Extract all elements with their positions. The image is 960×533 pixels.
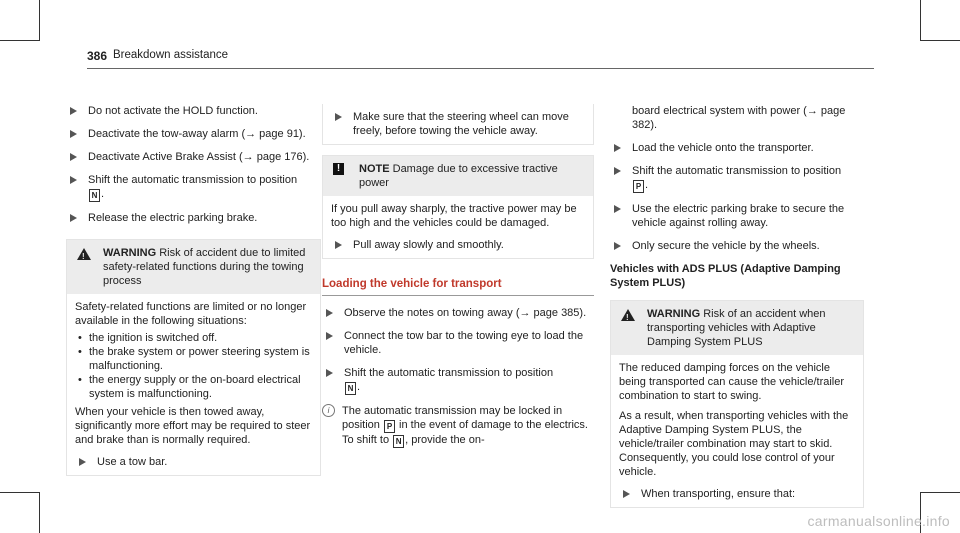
column-right [610,104,864,508]
crop-mark [0,40,39,41]
arrow-bullet-icon [326,332,333,340]
arrow-bullet-icon [70,130,77,138]
warning-header [67,240,320,294]
warning-list [75,331,312,401]
crop-mark [920,40,960,41]
info-icon: i [322,404,335,417]
gear-position-symbol: N [393,435,404,448]
continued-text: board electrical system with power (→ page 382). [632,105,846,131]
warning-outro: When your vehicle is then towed away, significantly more effort may be required to steer and brake than is normally required. [75,406,311,446]
list-item: • the energy supply or the on-board electrical system is malfunctioning. [75,373,312,401]
list-item [610,202,864,230]
column-middle [322,104,594,448]
warning-label: WARNING [647,308,701,320]
list-item-text: Shift the automatic transmission to position [632,165,842,177]
list-item: • the brake system or power steering system is malfunctioning. [75,345,312,373]
arrow-bullet-icon [70,153,77,161]
arrow-bullet-icon [614,167,621,175]
list-item: Shift the automatic transmission to position N . [66,173,321,202]
info-text: , provide the on- [405,434,485,446]
page-header-title: Breakdown assistance [113,49,229,61]
warning-box [66,239,321,476]
arrow-bullet-icon [614,205,621,213]
list-item-text: Do not activate the HOLD function. [88,105,258,117]
list-item-text: Connect the tow bar to the towing eye to load the vehicle. [344,330,584,356]
list-item [322,306,594,320]
section-heading: Loading the vehicle for transport [322,277,594,296]
note-text: If you pull away sharply, the tractive power may be too high and the vehicles could be damaged. [331,203,577,229]
note-header [323,156,593,196]
list-item [610,239,864,253]
header-rule [87,68,874,69]
warning-intro: Safety-related functions are limited or no longer available in the following situations: [75,301,307,327]
list-item [66,104,321,118]
list-item-text: Deactivate the tow-away alarm (→ page 91). [88,128,306,140]
note-exclamation-icon: ! [333,163,344,175]
crop-mark [920,492,960,493]
list-item-text: Observe the notes on towing away (→ page 385). [344,307,587,319]
warning-body [611,355,863,507]
list-item-text: Shift the automatic transmission to position [88,174,298,186]
warning-box [610,300,864,508]
gear-position-symbol: N [345,382,356,395]
list-item [322,329,594,357]
warning-triangle-icon [77,248,91,260]
continued-body [323,104,593,144]
list-item: Shift the automatic transmission to position P . [610,164,864,193]
list-item [610,141,864,155]
arrow-bullet-icon [335,113,342,121]
warning-header [611,301,863,355]
list-item-text: Pull away slowly and smoothly. [353,239,504,251]
warning-text: The reduced damping forces on the vehicle being transported can cause the vehicle/trailer combination to start to swing. [619,362,845,402]
column-left [66,104,321,476]
list-item [66,211,321,225]
arrow-bullet-icon [326,309,333,317]
note-label: NOTE [359,163,390,175]
list-item-text: Deactivate Active Brake Assist (→ page 176). [88,151,310,163]
arrow-bullet-icon [79,458,86,466]
list-item [75,455,312,469]
crop-mark [39,492,40,533]
crop-mark [0,492,39,493]
list-item [331,110,585,138]
list-item-text: Use a tow bar. [97,456,168,468]
list-item [331,238,585,252]
info-note [322,404,594,448]
arrow-bullet-icon [70,107,77,115]
arrow-bullet-icon [623,490,630,498]
warning-text: As a result, when transporting vehicles with the Adaptive Damping System PLUS, the vehicle/trailer combination may start to skid. Consequently, you could lose control of your vehicle. [619,410,849,478]
info-text: The automatic transmission may be locked in position [342,405,563,431]
list-item [66,127,321,141]
list-item-text: Release the electric parking brake. [88,212,258,224]
list-item-text: Use the electric parking brake to secure the vehicle against rolling away. [632,203,845,229]
list-item-text: Only secure the vehicle by the wheels. [632,240,820,252]
list-item [66,150,321,164]
arrow-bullet-icon [614,242,621,250]
arrow-bullet-icon [335,241,342,249]
watermark: carmanualsonline.info [807,513,950,529]
gear-position-symbol: P [633,180,644,193]
arrow-bullet-icon [70,214,77,222]
warning-heading: Risk of an accident when transporting vehicles with Adaptive Damping System PLUS [647,308,826,348]
gear-position-symbol: N [89,189,100,202]
list-item-text: Shift the automatic transmission to position [344,367,554,379]
note-heading: Damage due to excessive tractive power [359,163,558,189]
list-item: Shift the automatic transmission to position N . [322,366,594,395]
list-item-text: When transporting, ensure that: [641,488,796,500]
list-item: • the ignition is switched off. [75,331,312,345]
list-item-text: Make sure that the steering wheel can move freely, before towing the vehicle away. [353,111,569,137]
subsection-heading: Vehicles with ADS PLUS (Adaptive Damping System PLUS) [610,263,841,289]
arrow-bullet-icon [614,144,621,152]
warning-label: WARNING [103,247,157,259]
info-text: in the event of damage to the electrics. To shift to [342,419,588,446]
gear-position-symbol: P [384,420,395,433]
crop-mark [920,0,921,41]
warning-heading: Risk of accident due to limited safety-related functions during the towing process [103,247,306,287]
arrow-bullet-icon [326,369,333,377]
note-body [323,196,593,258]
note-box [322,155,594,259]
page-number: 386 [87,49,108,63]
arrow-bullet-icon [70,176,77,184]
list-item [619,487,855,501]
list-item-text: Load the vehicle onto the transporter. [632,142,814,154]
warning-body [67,294,320,475]
crop-mark [39,0,40,41]
warning-triangle-icon [621,309,635,321]
continued-box [322,104,594,145]
